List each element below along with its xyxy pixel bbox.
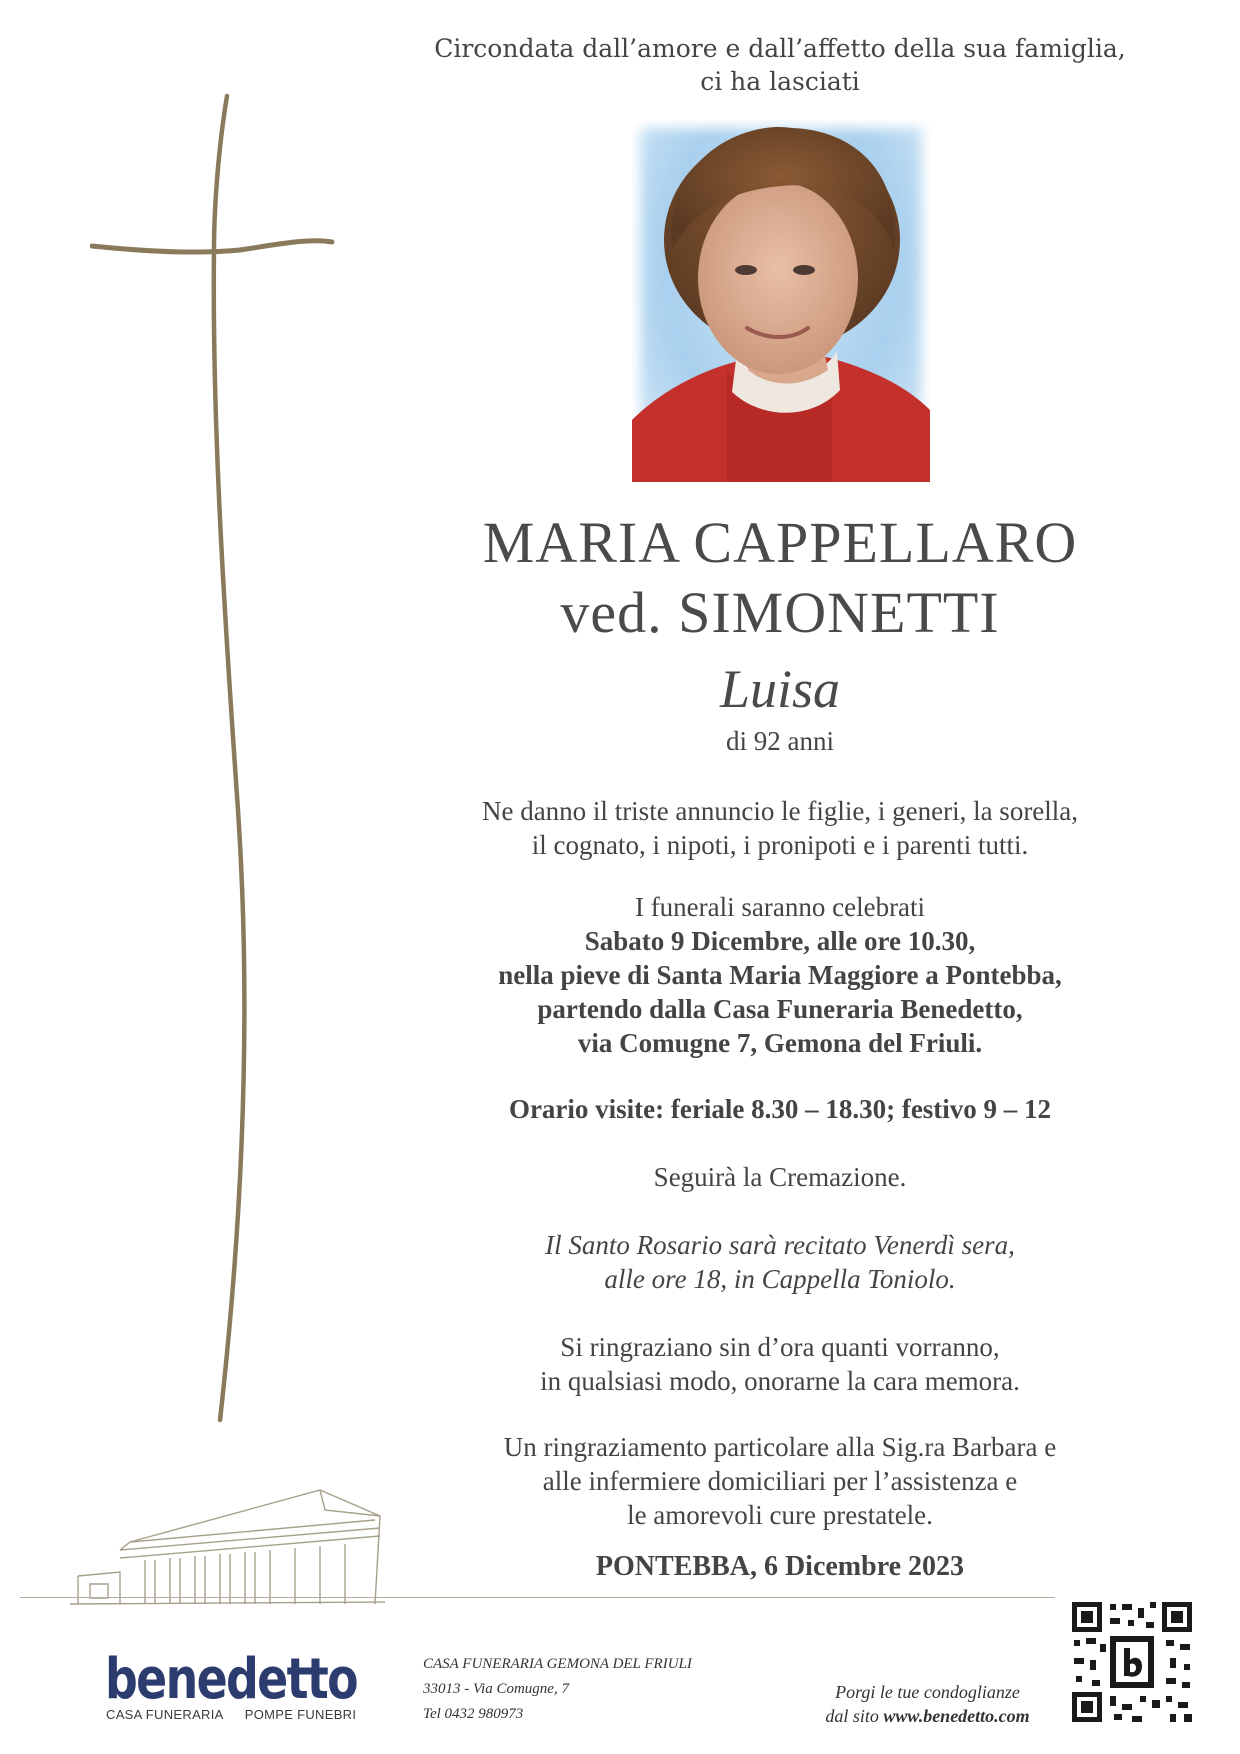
address-line: Tel 0432 980973 xyxy=(423,1706,524,1722)
thanks-line: in qualsiasi modo, onorarne la cara memora. xyxy=(540,1366,1020,1396)
funeral-detail: partendo dalla Casa Funeraria Benedetto, xyxy=(537,994,1023,1024)
rosary-line: Il Santo Rosario sarà recitato Venerdì sera, xyxy=(545,1230,1015,1260)
thanks-line: Si ringraziano sin d’ora quanti vorranno, xyxy=(560,1332,1000,1362)
funeral-detail: Sabato 9 Dicembre, alle ore 10.30, xyxy=(584,926,976,956)
nickname: Luisa xyxy=(719,659,841,719)
logo-subtitle xyxy=(106,1707,356,1722)
announcement-line: il cognato, i nipoti, i pronipoti e i parenti tutti. xyxy=(531,830,1029,860)
name-line-2: ved. SIMONETTI xyxy=(560,580,1000,645)
intro-line-1: Circondata dall’amore e dall’affetto della sua famiglia, xyxy=(434,34,1126,63)
condolences-line: dal sito www.benedetto.com xyxy=(825,1706,1030,1726)
cross-icon xyxy=(90,90,350,1430)
footer-divider xyxy=(20,1597,1055,1598)
special-thanks xyxy=(430,1430,1130,1532)
intro-line-2: ci ha lasciati xyxy=(700,67,860,96)
qr-code-icon[interactable] xyxy=(1070,1600,1194,1724)
logo-sub-left: CASA FUNERARIA xyxy=(106,1707,223,1722)
website-link[interactable]: www.benedetto.com xyxy=(883,1706,1030,1726)
condolences-line: Porgi le tue condoglianze xyxy=(835,1682,1020,1702)
address-line: CASA FUNERARIA GEMONA DEL FRIULI xyxy=(423,1656,692,1672)
logo-wordmark: benedetto xyxy=(105,1648,358,1706)
condolences-note xyxy=(790,1680,1065,1728)
funeral-detail: via Comugne 7, Gemona del Friuli. xyxy=(577,1028,983,1058)
special-thanks-line: alle infermiere domiciliari per l’assistenza e xyxy=(542,1466,1018,1496)
funeral-intro: I funerali saranno celebrati xyxy=(634,892,926,922)
announcement-line: Ne danno il triste annuncio le figlie, i generi, la sorella, xyxy=(481,796,1079,826)
benedetto-logo xyxy=(105,1648,360,1706)
special-thanks-line: Un ringraziamento particolare alla Sig.ra Barbara e xyxy=(503,1432,1057,1462)
announcement xyxy=(430,794,1130,862)
funeral-home-address xyxy=(423,1652,692,1727)
rosary-note xyxy=(430,1228,1130,1296)
logo-sub-right: POMPE FUNEBRI xyxy=(244,1707,357,1722)
place-date: PONTEBBA, 6 Dicembre 2023 xyxy=(595,1551,965,1582)
special-thanks-line: le amorevoli cure prestatele. xyxy=(627,1500,933,1530)
funeral-detail: nella pieve di Santa Maria Maggiore a Pontebba, xyxy=(498,960,1062,990)
deceased-name xyxy=(430,508,1130,648)
funeral-info xyxy=(430,890,1130,1060)
address-line: 33013 - Via Comugne, 7 xyxy=(423,1681,569,1697)
deceased-photo xyxy=(632,120,930,482)
cremation-note: Seguirà la Cremazione. xyxy=(653,1162,907,1192)
rosary-line: alle ore 18, in Cappella Toniolo. xyxy=(604,1264,956,1294)
funeral-home-building-icon xyxy=(70,1480,400,1610)
thanks-note xyxy=(430,1330,1130,1398)
name-line-1: MARIA CAPPELLARO xyxy=(482,510,1078,575)
intro-text xyxy=(420,32,1140,98)
age: di 92 anni xyxy=(726,726,834,756)
visiting-hours: Orario visite: feriale 8.30 – 18.30; festivo 9 – 12 xyxy=(508,1094,1052,1124)
